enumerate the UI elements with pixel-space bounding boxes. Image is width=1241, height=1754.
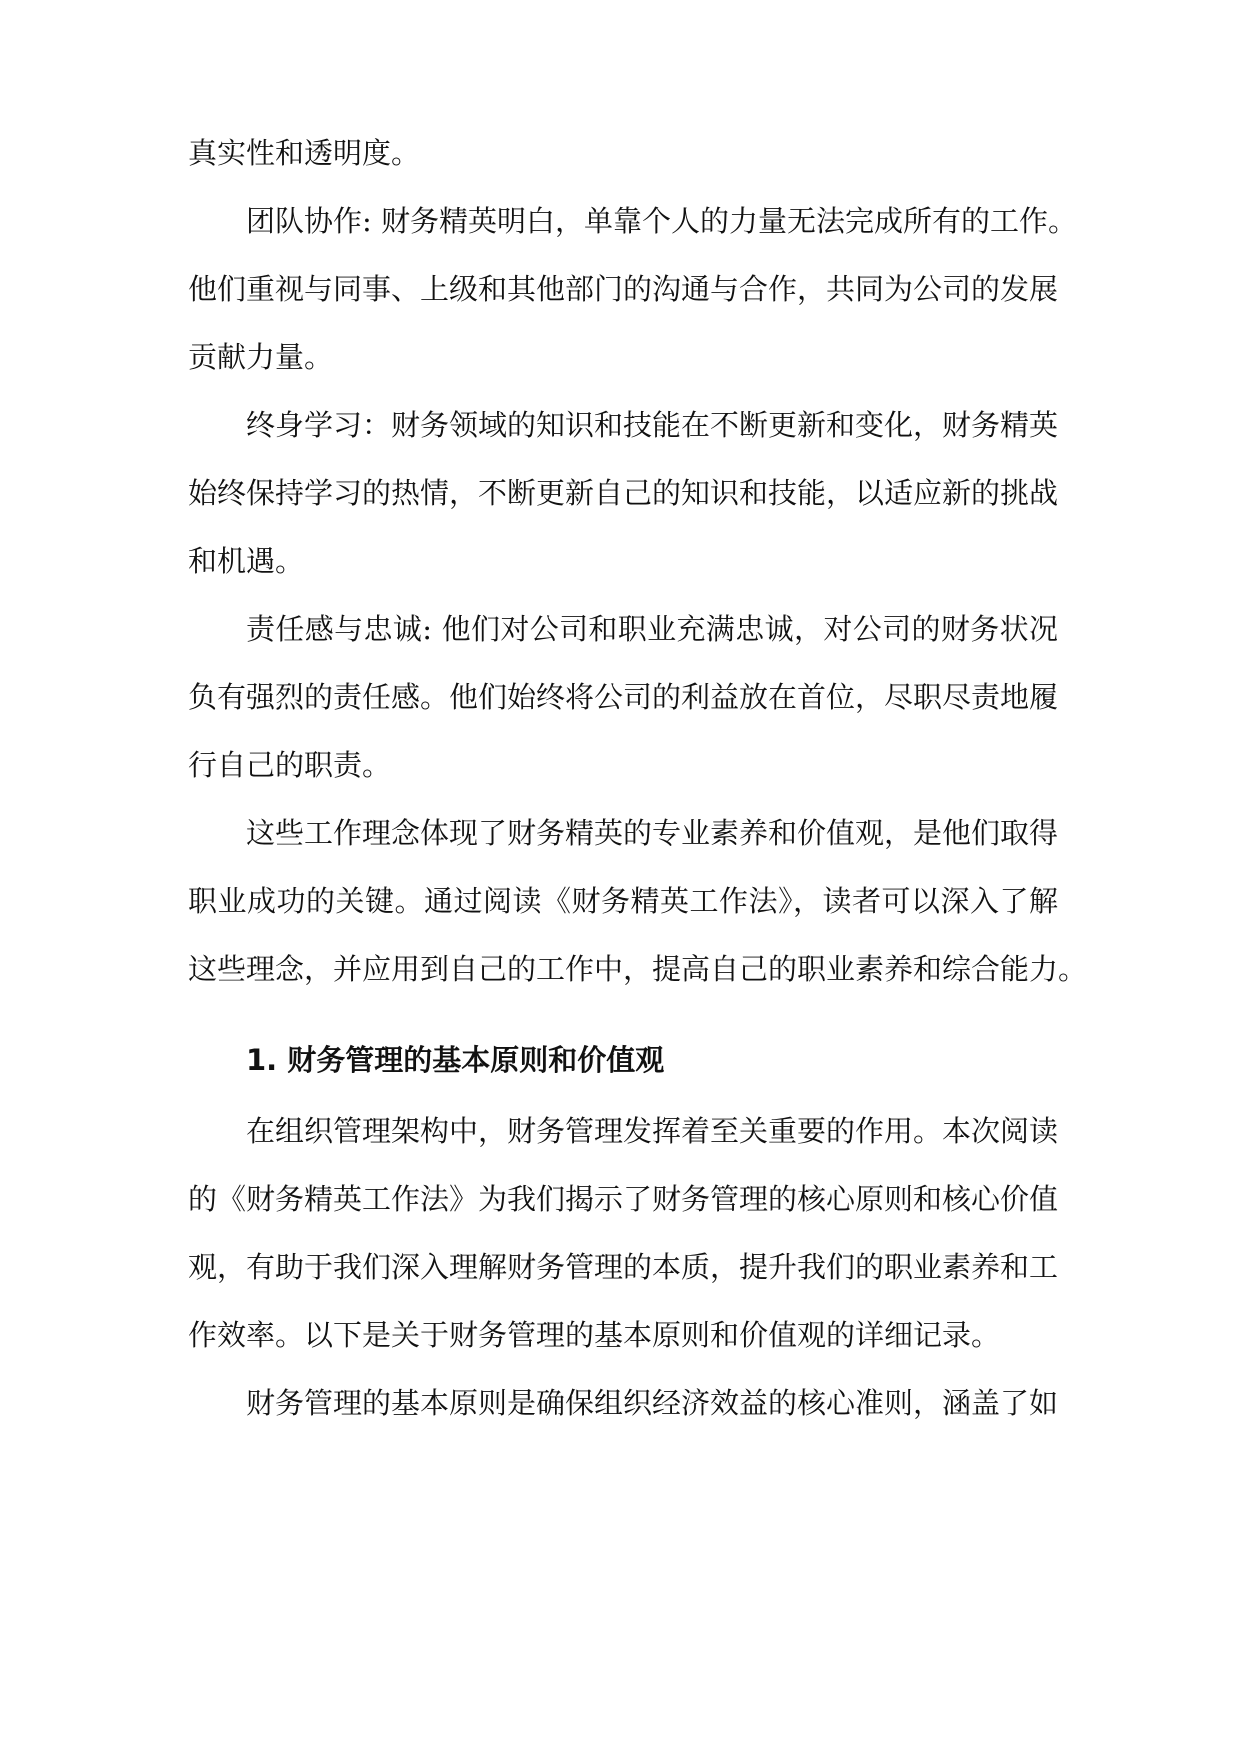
paragraph-line: 终身学习：财务领域的知识和技能在不断更新和变化，财务精英 [246,408,1059,442]
paragraph-line: 责任感与忠诚: 他们对公司和职业充满忠诚，对公司的财务状况 [246,612,1058,646]
paragraph-line: 负有强烈的责任感。他们始终将公司的利益放在首位，尽职尽责地履 [188,680,1059,714]
paragraph-line: 和机遇。 [188,544,305,578]
paragraph-line: 这些理念，并应用到自己的工作中，提高自己的职业素养和综合能力。 [188,952,1088,986]
paragraph-line: 真实性和透明度。 [188,136,421,170]
paragraph-line: 的《财务精英工作法》为我们揭示了财务管理的核心原则和核心价值 [188,1182,1059,1216]
paragraph-line: 团队协作: 财务精英明白，单靠个人的力量无法完成所有的工作。 [246,204,1077,238]
paragraph-line: 行自己的职责。 [188,748,392,782]
paragraph-line: 贡献力量。 [188,340,334,374]
section-heading: 1. 财务管理的基本原则和价值观 [246,1043,665,1077]
paragraph-line: 始终保持学习的热情，不断更新自己的知识和技能，以适应新的挑战 [188,476,1059,510]
paragraph-line: 观，有助于我们深入理解财务管理的本质，提升我们的职业素养和工 [188,1250,1059,1284]
paragraph-line: 作效率。以下是关于财务管理的基本原则和价值观的详细记录。 [188,1318,1001,1352]
paragraph-line: 财务管理的基本原则是确保组织经济效益的核心准则，涵盖了如 [246,1386,1059,1420]
paragraph-line: 职业成功的关键。通过阅读《财务精英工作法》，读者可以深入了解 [188,884,1058,918]
paragraph-line: 在组织管理架构中，财务管理发挥着至关重要的作用。本次阅读 [246,1114,1059,1148]
paragraph-line: 他们重视与同事、上级和其他部门的沟通与合作，共同为公司的发展 [188,272,1059,306]
paragraph-line: 这些工作理念体现了财务精英的专业素养和价值观，是他们取得 [246,816,1059,850]
